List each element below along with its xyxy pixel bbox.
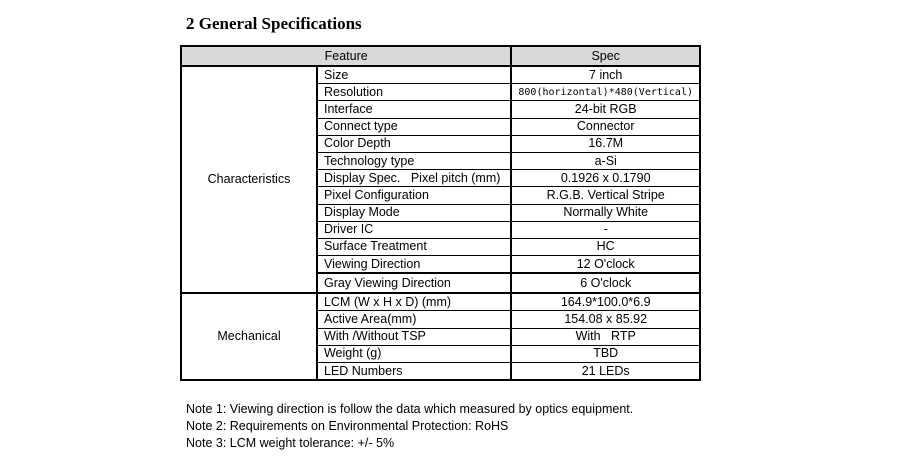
spec-cell: With RTP: [511, 328, 700, 345]
specifications-table: [180, 45, 701, 381]
feature-cell: Display Mode: [317, 204, 511, 221]
feature-cell: Size: [317, 66, 511, 84]
notes-block: [186, 401, 633, 452]
table-row: [181, 66, 700, 84]
group-label-characteristics: Characteristics: [181, 66, 317, 293]
feature-cell: Connect type: [317, 118, 511, 135]
feature-cell: With /Without TSP: [317, 328, 511, 345]
note-3: Note 3: LCM weight tolerance: +/- 5%: [186, 436, 395, 450]
spec-cell: 16.7M: [511, 135, 700, 152]
spec-cell: 21 LEDs: [511, 363, 700, 381]
feature-cell: Gray Viewing Direction: [317, 273, 511, 293]
table-row: [181, 293, 700, 311]
note-1: Note 1: Viewing direction is follow the data which measured by optics equipment.: [186, 402, 634, 416]
feature-cell: Weight (g): [317, 345, 511, 362]
spec-cell: 12 O'clock: [511, 256, 700, 274]
feature-cell: Resolution: [317, 84, 511, 101]
spec-cell: Connector: [511, 118, 700, 135]
feature-header: Feature: [181, 46, 511, 66]
spec-cell: R.G.B. Vertical Stripe: [511, 187, 700, 204]
spec-cell: 24-bit RGB: [511, 101, 700, 118]
table-header-row: [181, 46, 700, 66]
feature-cell: Display Spec. Pixel pitch (mm): [317, 170, 511, 187]
spec-cell: a-Si: [511, 152, 700, 169]
spec-cell: 154.08 x 85.92: [511, 311, 700, 328]
feature-cell: LCM (W x H x D) (mm): [317, 293, 511, 311]
section-title: 2 General Specifications: [186, 14, 362, 33]
spec-cell: HC: [511, 238, 700, 255]
feature-cell: LED Numbers: [317, 363, 511, 381]
group-label-mechanical: Mechanical: [181, 293, 317, 380]
feature-cell: Technology type: [317, 152, 511, 169]
spec-cell: TBD: [511, 345, 700, 362]
spec-cell: 0.1926 x 0.1790: [511, 170, 700, 187]
feature-cell: Viewing Direction: [317, 256, 511, 274]
feature-cell: Color Depth: [317, 135, 511, 152]
note-2: Note 2: Requirements on Environmental Protection: RoHS: [186, 419, 509, 433]
feature-cell: Interface: [317, 101, 511, 118]
feature-cell: Pixel Configuration: [317, 187, 511, 204]
spec-header: Spec: [511, 46, 700, 66]
feature-cell: Active Area(mm): [317, 311, 511, 328]
spec-cell: Normally White: [511, 204, 700, 221]
spec-cell: 6 O'clock: [511, 273, 700, 293]
spec-cell: 164.9*100.0*6.9: [511, 293, 700, 311]
feature-cell: Surface Treatment: [317, 238, 511, 255]
spec-cell: 7 inch: [511, 66, 700, 84]
spec-cell: -: [511, 221, 700, 238]
spec-cell: 800(horizontal)*480(Vertical): [511, 84, 700, 101]
feature-cell: Driver IC: [317, 221, 511, 238]
